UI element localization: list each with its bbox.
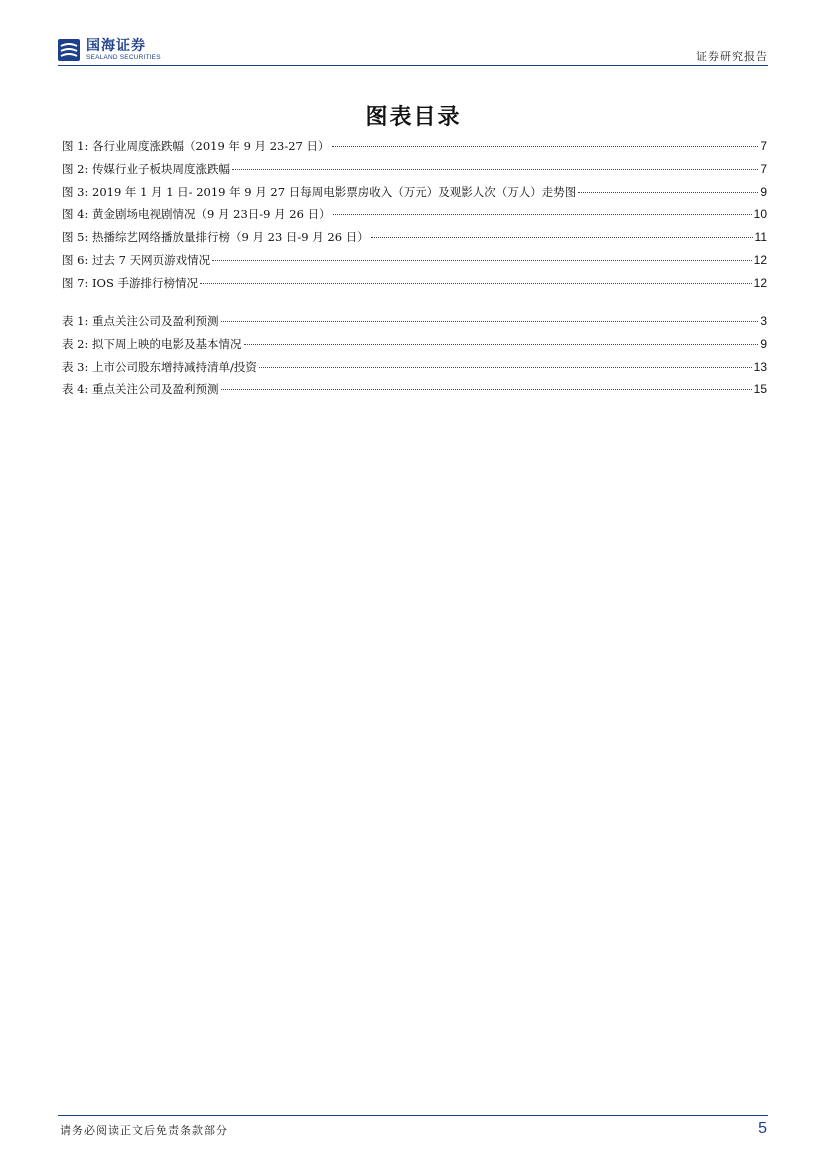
toc-leader-dots <box>200 283 752 284</box>
toc-entry-figure-1[interactable] <box>62 138 767 161</box>
figure-list <box>62 138 767 298</box>
toc-entry-label: 表 2: 拟下周上映的电影及基本情况 <box>62 336 242 351</box>
toc-entry-table-3[interactable] <box>62 359 767 382</box>
toc-leader-dots <box>371 237 753 238</box>
toc-entry-label: 图 4: 黄金剧场电视剧情况（9 月 23日-9 月 26 日） <box>62 207 331 222</box>
toc-entry-table-1[interactable] <box>62 313 767 336</box>
footer-disclaimer: 请务必阅读正文后免责条款部分 <box>60 1124 228 1137</box>
toc-entry-figure-3[interactable] <box>62 184 767 207</box>
toc-entry-page: 9 <box>760 184 767 199</box>
toc-entry-label: 表 1: 重点关注公司及盈利预测 <box>62 314 219 328</box>
toc-entry-table-2[interactable] <box>62 336 767 359</box>
table-list <box>62 313 767 404</box>
toc-entry-label: 表 3: 上市公司股东增持减持清单/投资 <box>62 359 257 374</box>
toc-entry-page: 15 <box>753 382 767 397</box>
toc-entry-figure-2[interactable] <box>62 161 767 184</box>
toc-entry-table-4[interactable] <box>62 381 767 404</box>
toc-entry-label: 图 2: 传媒行业子板块周度涨跌幅 <box>62 161 231 176</box>
page-header <box>58 36 768 66</box>
toc-leader-dots <box>212 260 752 261</box>
toc-entry-page: 10 <box>753 207 767 222</box>
toc-entry-page: 9 <box>760 336 767 351</box>
toc-entry-label: 图 1: 各行业周度涨跌幅（2019 年 9 月 23-27 日） <box>62 139 330 153</box>
page-number: 5 <box>758 1120 767 1137</box>
toc-entry-label: 图 6: 过去 7 天网页游戏情况 <box>62 252 211 267</box>
toc-entry-page: 7 <box>760 161 767 176</box>
toc-entry-label: 图 7: IOS 手游排行榜情况 <box>62 275 199 290</box>
toc-entry-label: 表 4: 重点关注公司及盈利预测 <box>62 382 219 397</box>
toc-entry-page: 13 <box>753 359 767 374</box>
toc-leader-dots <box>232 169 758 170</box>
page-title: 图表目录 <box>365 105 462 130</box>
toc-entry-page: 11 <box>754 230 767 245</box>
toc-leader-dots <box>333 214 752 215</box>
logo-chinese-name: 国海证券 <box>86 37 146 54</box>
toc-leader-dots <box>221 321 759 322</box>
footer-divider <box>58 1115 768 1116</box>
company-logo <box>58 36 161 64</box>
toc-entry-page: 12 <box>753 275 767 290</box>
toc-leader-dots <box>332 146 759 147</box>
toc-entry-figure-5[interactable] <box>62 229 767 252</box>
toc-leader-dots <box>578 192 758 193</box>
toc-leader-dots <box>259 367 752 368</box>
report-type-label: 证券研究报告 <box>696 50 768 63</box>
toc-entry-page: 3 <box>760 314 767 328</box>
toc-leader-dots <box>244 344 759 345</box>
toc-entry-figure-4[interactable] <box>62 206 767 229</box>
toc-entry-label: 图 5: 热播综艺网络播放量排行榜（9 月 23 日-9 月 26 日） <box>62 230 369 245</box>
toc-entry-figure-7[interactable] <box>62 275 767 298</box>
toc-entry-page: 12 <box>753 252 767 267</box>
sealand-logo-icon <box>58 39 80 61</box>
toc-leader-dots <box>221 389 752 390</box>
toc-entry-label: 图 3: 2019 年 1 月 1 日- 2019 年 9 月 27 日每周电影票房收入（万元）及观影人次（万人）走势图 <box>62 184 577 199</box>
toc-entry-figure-6[interactable] <box>62 252 767 275</box>
logo-english-name: SEALAND SECURITIES <box>86 53 161 61</box>
header-divider <box>58 65 768 66</box>
toc-entry-page: 7 <box>760 139 767 153</box>
